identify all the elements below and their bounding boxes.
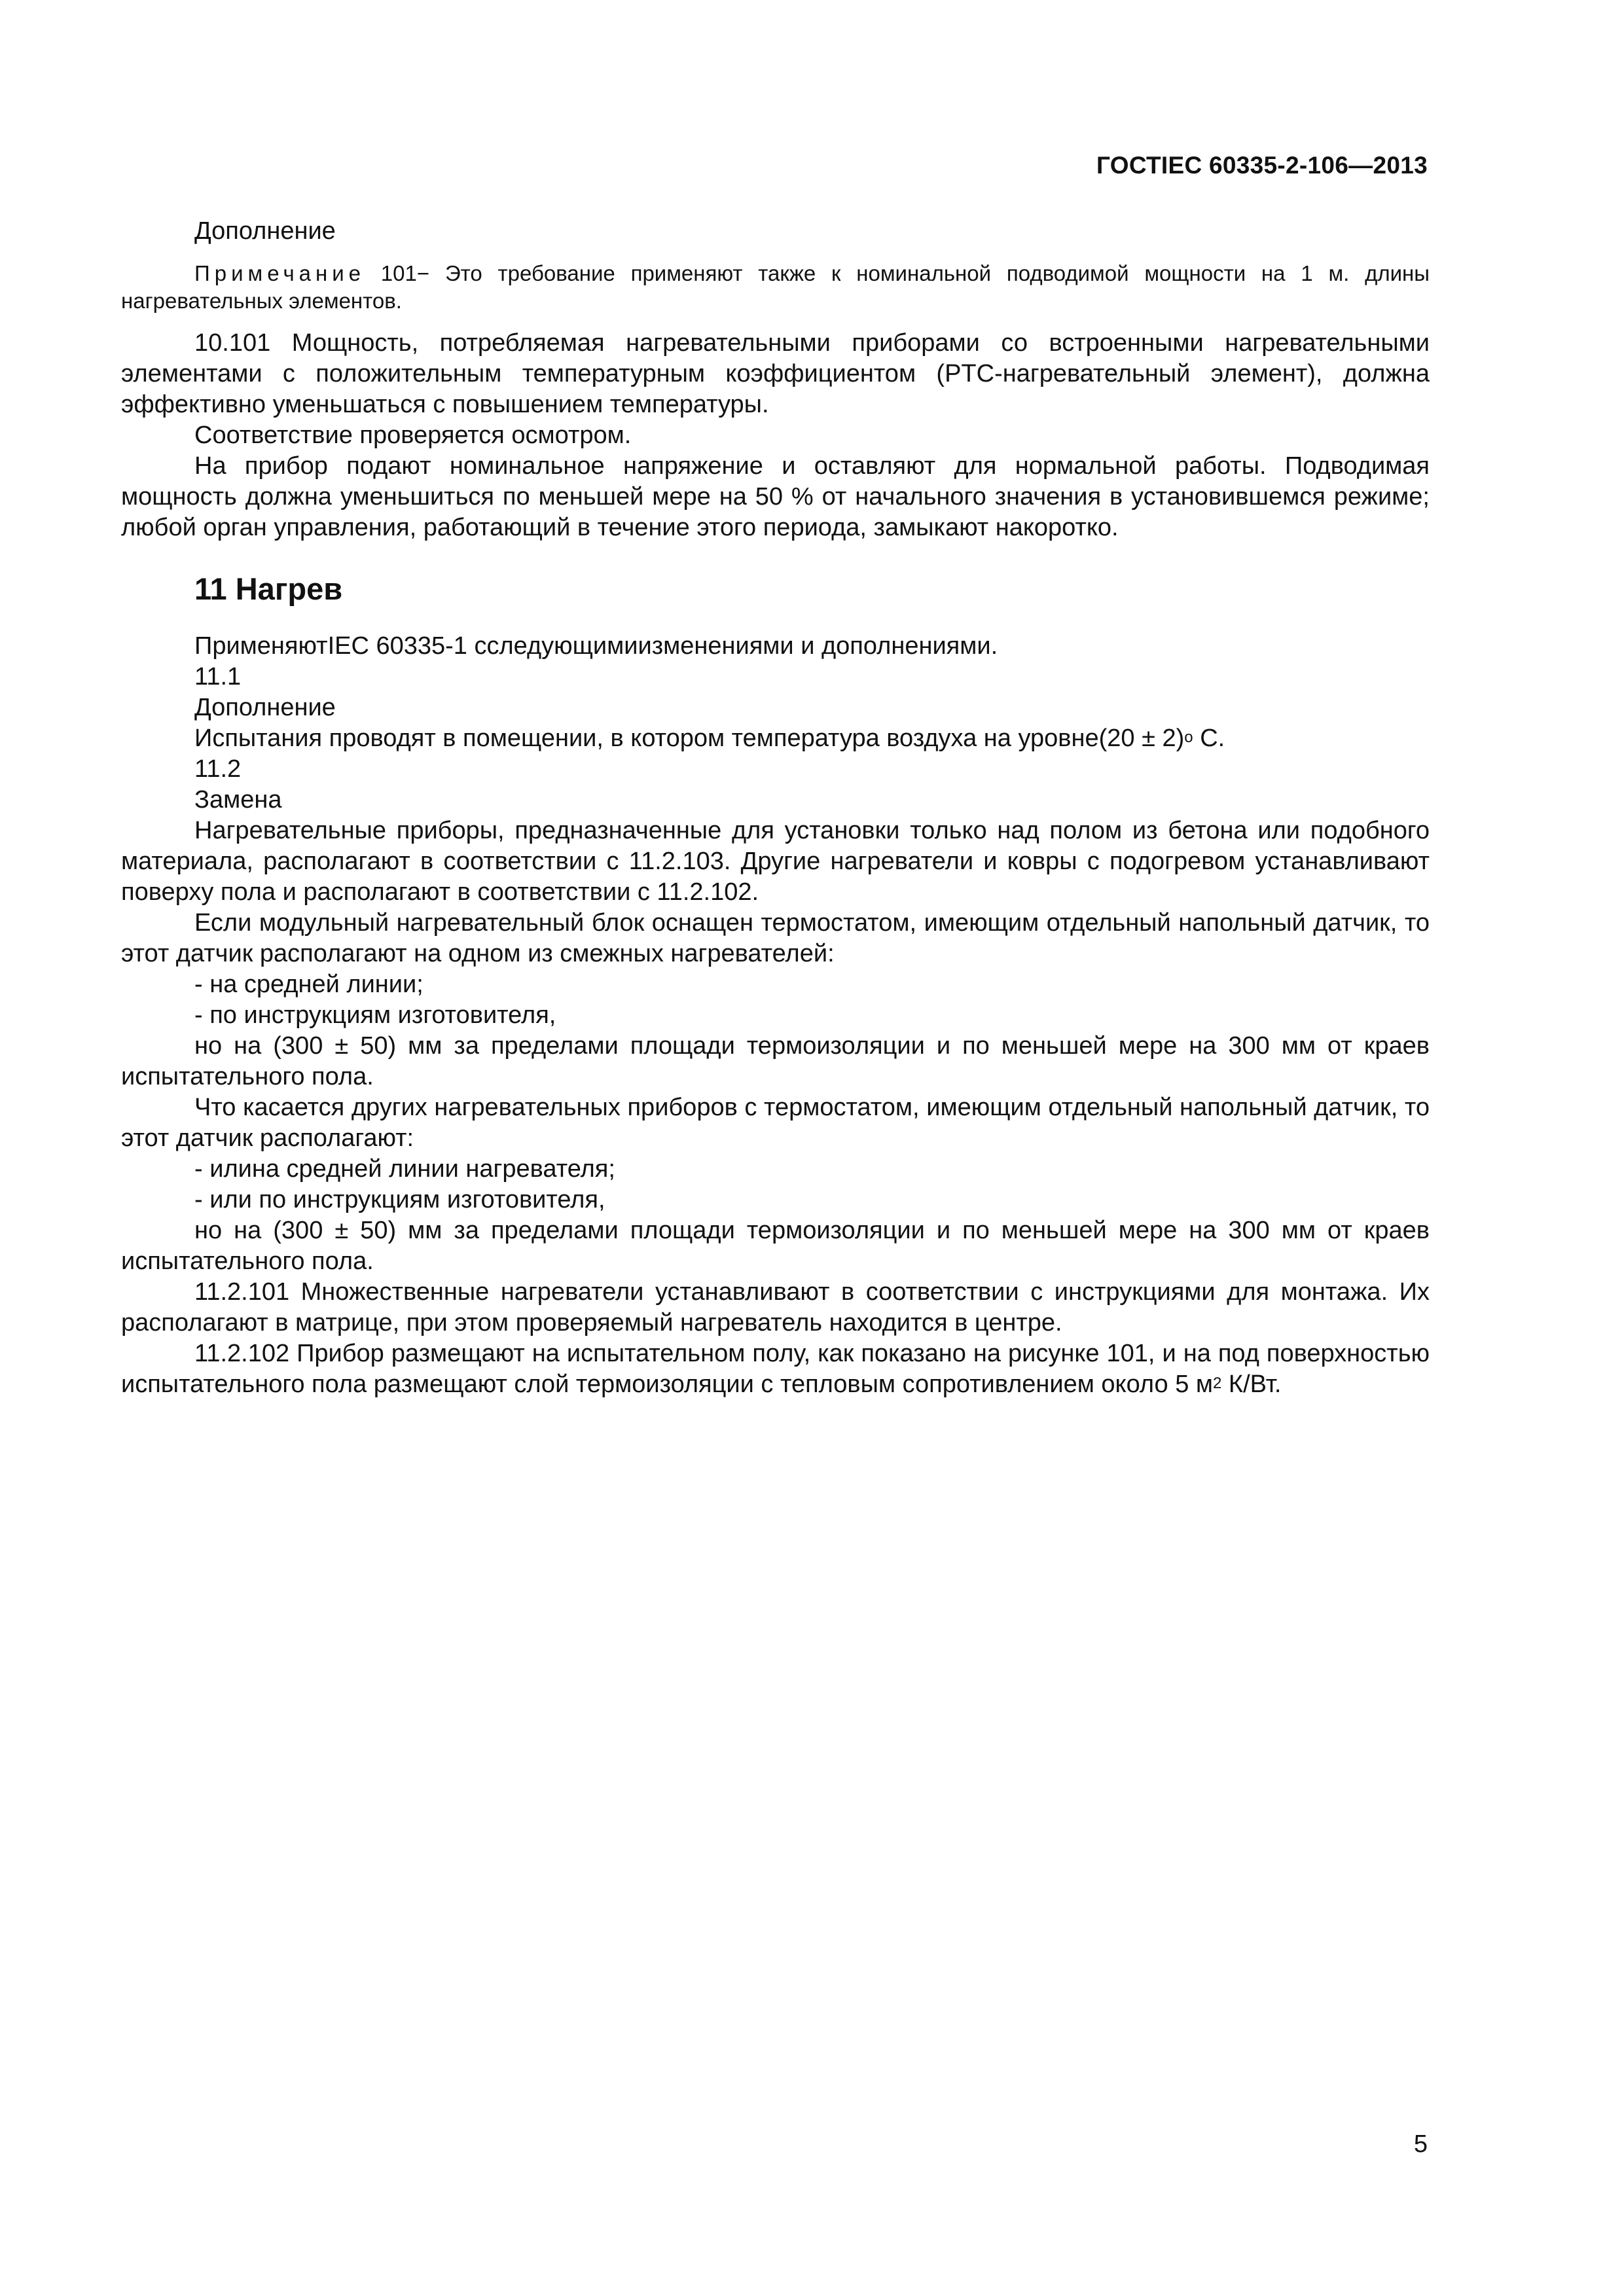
paragraph-text: Испытания проводят в помещении, в котором температура воздуха на уровне(20 ± 2): [194, 725, 1185, 752]
document-body: [121, 216, 1430, 1400]
page-number: 5: [1413, 2130, 1428, 2158]
paragraph: 11.2.101 Множественные нагреватели устанавливают в соответствии с инструкциями для монтажа. Их располагают в матрице, при этом проверяемый нагреватель находится в центре.: [121, 1278, 1430, 1336]
square-superscript: 2: [1213, 1374, 1222, 1392]
list-item: - или по инструкциям изготовителя,: [194, 1186, 605, 1213]
paragraph: но на (300 ± 50) мм за пределами площади термоизоляции и по меньшей мере на 300 мм от краев испытательного пола.: [121, 1217, 1430, 1275]
paragraph: 10.101 Мощность, потребляемая нагревательными приборами со встроенными нагревательными элементами с положительным температурным коэффициентом (PTC-нагревательный элемент), должна эффективно уменьшаться с повышением температуры.: [121, 329, 1430, 418]
note-text: 101− Это требование применяют также к номинальной подводимой мощности на 1 м. длины нагревательных элементов.: [121, 261, 1430, 313]
clause-number: 11.1: [194, 663, 242, 691]
paragraph: Если модульный нагревательный блок оснащен термостатом, имеющим отдельный напольный датчик, то этот датчик располагают на одном из смежных нагревателей:: [121, 909, 1430, 967]
clause-number: 11.2: [194, 755, 242, 783]
paragraph: Дополнение: [194, 217, 336, 245]
degree-superscript: o: [1184, 728, 1193, 746]
paragraph: ПрименяютIEC 60335-1 сследующимиизменениями и дополнениями.: [194, 632, 998, 660]
paragraph: Замена: [194, 786, 282, 814]
paragraph: На прибор подают номинальное напряжение и оставляют для нормальной работы. Подводимая мощность должна уменьшиться по меньшей мере на 50 % от начального значения в установившемся режиме; любой орган управления, работающий в течение этого периода, замыкают накоротко.: [121, 452, 1430, 541]
list-item: - на средней линии;: [194, 971, 424, 998]
paragraph: [121, 1338, 1430, 1400]
paragraph: [121, 723, 1430, 754]
paragraph: Нагревательные приборы, предназначенные для установки только над полом из бетона или подобного материала, располагают в соответствии с 11.2.103. Другие нагреватели и ковры с подогревом устанавливают поверху пола и располагают в соответствии с 11.2.102.: [121, 817, 1430, 906]
paragraph-text: 11.2.102 Прибор размещают на испытательном полу, как показано на рисунке 101, и на под поверхностью испытательного пола размещают слой термоизоляции с тепловым сопротивлением около 5 м: [121, 1340, 1430, 1398]
paragraph: Соответствие проверяется осмотром.: [194, 422, 632, 449]
note-paragraph: [121, 260, 1430, 315]
note-label: Примечание: [194, 261, 366, 285]
document-header: ГОСТIEC 60335-2-106—2013: [1096, 152, 1428, 179]
section-heading: 11 Нагрев: [194, 571, 343, 606]
paragraph-text: C.: [1193, 725, 1225, 752]
paragraph: Что касается других нагревательных приборов с термостатом, имеющим отдельный напольный датчик, то этот датчик располагают:: [121, 1094, 1430, 1152]
paragraph: Дополнение: [194, 694, 336, 721]
paragraph-text: К/Вт.: [1221, 1371, 1282, 1398]
list-item: - илина средней линии нагревателя;: [194, 1155, 615, 1183]
list-item: - по инструкциям изготовителя,: [194, 1001, 556, 1029]
paragraph: но на (300 ± 50) мм за пределами площади термоизоляции и по меньшей мере на 300 мм от краев испытательного пола.: [121, 1032, 1430, 1090]
